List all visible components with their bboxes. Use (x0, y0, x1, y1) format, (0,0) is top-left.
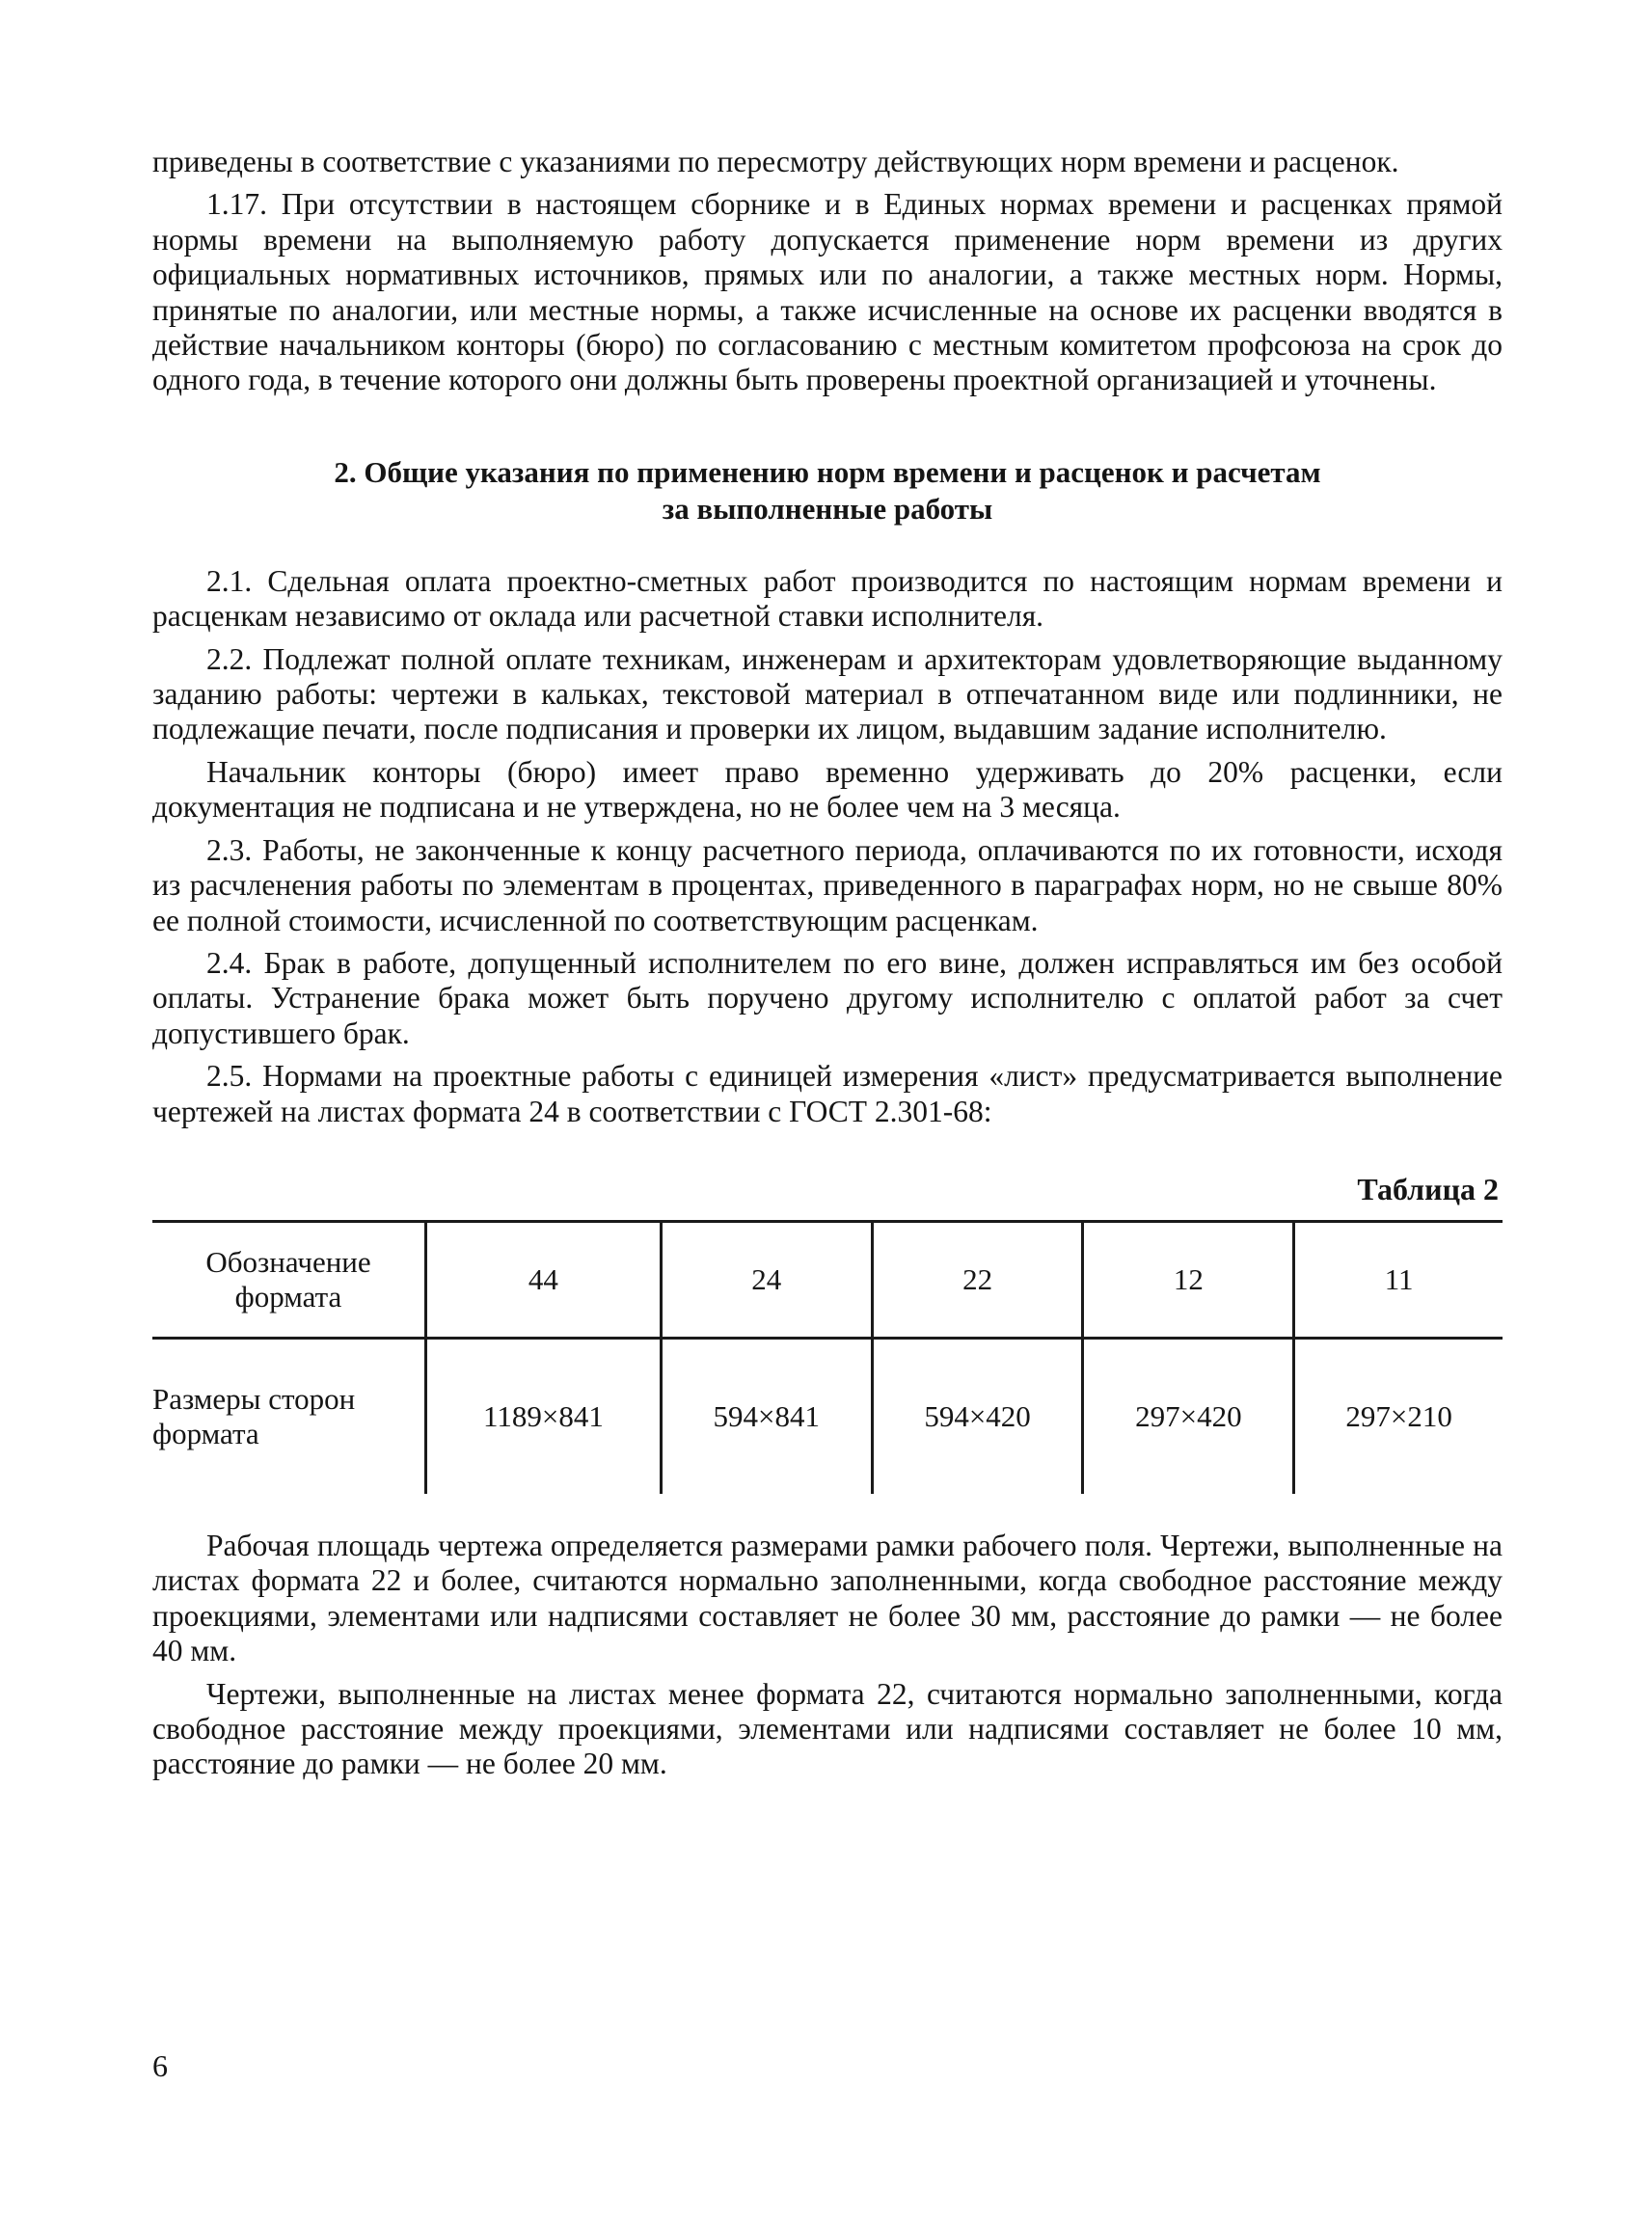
paragraph-1-17: 1.17. При отсутствии в настоящем сборнике и в Единых нормах времени и расценках прямой нормы времени на выполняемую работу допускается применение норм времени из других официальных нормативных источников, прямых или по аналогии, а также местных норм. Нормы, принятые по аналогии, или местные нормы, а также исчисленные на основе их расценки вводятся в действие начальником конторы (бюро) по согласованию с местным комитетом профсоюза на срок до одного года, в течение которого они должны быть проверены проектной организацией и уточнены. (152, 187, 1503, 397)
table-cell-size-44: 1189×841 (426, 1338, 662, 1494)
paragraph-working-area: Рабочая площадь чертежа определяется размерами рамки рабочего поля. Чертежи, выполненные на листах формата 22 и более, считаются нормально заполненными, когда свободное расстояние между проекциями, элементами или надписями составляет не более 30 мм, расстояние до рамки — не более 40 мм. (152, 1528, 1503, 1668)
table-cell-format-11: 11 (1294, 1221, 1503, 1338)
table-row-header-size: Размеры сторон формата (152, 1381, 356, 1450)
table-cell-size-22: 594×420 (872, 1338, 1083, 1494)
paragraph-2-2-b: Начальник конторы (бюро) имеет право временно удерживать до 20% расценки, если документация не подписана и не утверждена, но не более чем на 3 месяца. (152, 754, 1503, 825)
paragraph-small-formats: Чертежи, выполненные на листах менее формата 22, считаются нормально заполненными, когда свободное расстояние между проекциями, элементами или надписями составляет не более 10 мм, расстояние до рамки — не более 20 мм. (152, 1676, 1503, 1781)
section-2-heading-line-2: за выполненные работы (662, 491, 993, 526)
table-cell-format-12: 12 (1083, 1221, 1294, 1338)
paragraph-2-4: 2.4. Брак в работе, допущенный исполнителем по его вине, должен исправляться им без особой оплаты. Устранение брака может быть поручено другому исполнителю с оплатой работ за счет допустившего брак. (152, 945, 1503, 1050)
intro-continuation: приведены в соответствие с указаниями по пересмотру действующих норм времени и расценок. (152, 145, 1399, 178)
page-number: 6 (152, 2048, 168, 2083)
paragraph-2-2: 2.2. Подлежат полной оплате техникам, инженерам и архитекторам удовлетворяющие выданному заданию работы: чертежи в кальках, текстовой материал в отпечатанном виде или подлинники, не подлежащие печати, после подписания и проверки их лицом, выдавшим задание исполнителю. (152, 641, 1503, 746)
section-2-heading (152, 454, 1503, 528)
table-row-format-designation (152, 1221, 1503, 1338)
table-cell-size-11: 297×210 (1294, 1338, 1503, 1494)
paragraph-2-5: 2.5. Нормами на проектные работы с единицей измерения «лист» предусматривается выполнение чертежей на листах формата 24 в соответствии с ГОСТ 2.301-68: (152, 1059, 1503, 1128)
table-row-format-size (152, 1338, 1503, 1494)
table-cell-size-12: 297×420 (1083, 1338, 1294, 1494)
paragraph-2-3: 2.3. Работы, не законченные к концу расчетного периода, оплачиваются по их готовности, исходя из расчленения работы по элементам в процентах, приведенного в параграфах норм, но не свыше 80% ее полной стоимости, исчисленной по соответствующим расценкам. (152, 832, 1503, 937)
table-cell-format-24: 24 (661, 1221, 872, 1338)
format-table (152, 1220, 1503, 1494)
paragraph-2-1: 2.1. Сдельная оплата проектно-сметных работ производится по настоящим нормам времени и расценкам независимо от оклада или расчетной ставки исполнителя. (152, 563, 1503, 634)
section-2-heading-line-1: 2. Общие указания по применению норм времени и расценок и расчетам (334, 454, 1321, 489)
table-cell-size-24: 594×841 (661, 1338, 872, 1494)
document-page (152, 145, 1503, 1782)
table-row-header-designation: Обозначение формата (152, 1221, 426, 1338)
table-cell-format-44: 44 (426, 1221, 662, 1338)
table-cell-format-22: 22 (872, 1221, 1083, 1338)
table-caption: Таблица 2 (1357, 1171, 1499, 1206)
